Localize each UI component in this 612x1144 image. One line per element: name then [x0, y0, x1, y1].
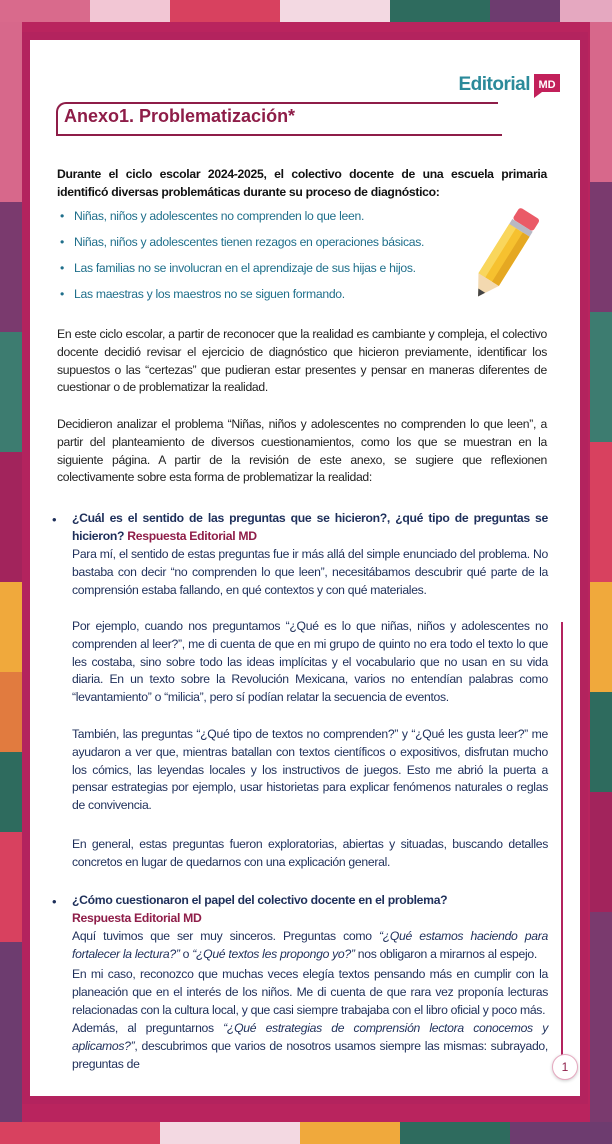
bg-tile: [0, 942, 22, 1144]
bg-tile: [0, 332, 22, 452]
problem-text: Las familias no se involucran en el aprendizaje de sus hijas e hijos.: [74, 261, 416, 275]
bullet-icon: •: [60, 209, 64, 223]
question-bullet-icon: •: [52, 894, 57, 909]
editorial-logo: [458, 70, 562, 100]
problem-item: [60, 260, 464, 278]
bg-tile: [0, 672, 22, 752]
bg-tile: [300, 1122, 400, 1144]
answer-2-paragraph: [72, 1020, 548, 1073]
page-title: Anexo1. Problematización*: [64, 106, 296, 126]
answer-1-paragraph: Por ejemplo, cuando nos preguntamos “¿Qué es lo que niñas, niños y adolescentes no comprenden al leer?”, me di cuenta de que en mi grupo de quinto no era todo el texto lo que les costaba, sino sobre todo las ideas implícitas y el vocabulario que no usan en su vida diaria. En un texto sobre la Revolución Mexicana, varios no entendían palabras como “levantamiento” o “milicia”, pero sí podían relatar la secuencia de eventos.: [72, 619, 548, 705]
problem-item: [60, 234, 464, 252]
answer-text: , descubrimos que varios de nosotros usamos siempre las mismas: subrayado, preguntas de: [72, 1038, 548, 1071]
problem-item: [60, 208, 464, 226]
answer-2-paragraph: En mi caso, reconozco que muchas veces elegía textos pensando más en cumplir con la planeación que en el interés de los niños. Me di cuenta de que rara vez proponía lecturas relacionadas con la cultura local, y que casi siempre trabajaba con el libro oficial y poco más.: [72, 967, 548, 1017]
title-block: [56, 102, 502, 136]
logo-badge-icon: [532, 70, 562, 100]
paragraph-2: Decidieron analizar el problema “Niñas, niños y adolescentes no comprenden lo que leen”, a partir del planteamiento de diversos cuestionamientos, como los que se muestran en la siguiente página. A partir de la revisión de este anexo, se sugiere que reflexionen colectivamente sobre esta forma de problematizar la realidad:: [57, 417, 547, 485]
pencil-icon: [468, 200, 540, 310]
answer-text: Aquí tuvimos que ser muy sinceros. Preguntas como: [72, 929, 379, 943]
bg-tile: [0, 832, 22, 942]
paragraph-1: En este ciclo escolar, a partir de reconocer que la realidad es cambiante y compleja, el colectivo docente decidió revisar el ejercicio de diagnóstico que hicieron previamente, identificar los supuestos o las “certezas” que pudieran estar presentes y pensar en maneras diferentes de cuestionar o de problematizar la realidad.: [57, 327, 547, 395]
bg-tile: [0, 752, 22, 832]
problem-item: [60, 286, 464, 304]
answer-1-paragraph: Para mí, el sentido de estas preguntas fue ir más allá del simple enunciado del problema. No bastaba con decir “no comprenden lo que leen”, necesitábamos descubrir qué parte de la comprensión estaba fallando, en qué contextos y con qué materiales.: [72, 547, 548, 597]
bullet-icon: •: [60, 235, 64, 249]
bullet-icon: •: [60, 287, 64, 301]
answer-quote: “¿Qué estrategias de comprensión lectora conocemos y aplicamos?”: [72, 1021, 548, 1053]
answer-2-paragraph: [72, 928, 548, 964]
bg-tile: [510, 1122, 612, 1144]
side-rule: [561, 622, 563, 1062]
answer-text: Además, al preguntarnos: [72, 1021, 224, 1035]
bg-tile: [590, 182, 612, 312]
question-2: [72, 892, 548, 928]
bg-tile: [400, 1122, 510, 1144]
bg-tile: [280, 0, 390, 22]
bullet-icon: •: [60, 261, 64, 275]
bg-tile: [0, 452, 22, 582]
bg-tile: [560, 0, 612, 22]
intro-text: Durante el ciclo escolar 2024-2025, el colectivo docente de una escuela primaria identificó diversas problemáticas durante su proceso de diagnóstico:: [57, 167, 547, 199]
document-page: [30, 40, 580, 1096]
answer-1-paragraph: En general, estas preguntas fueron exploratorias, abiertas y situadas, buscando detalles concretos en lugar de quedarnos con una explicación general.: [72, 837, 548, 869]
bg-tile: [0, 1122, 160, 1144]
answer-text: o: [179, 946, 193, 961]
bg-tile: [590, 582, 612, 692]
bg-tile: [590, 442, 612, 582]
answer-quote: “¿Qué textos les propongo yo?”: [192, 946, 355, 961]
response-label: Respuesta Editorial MD: [72, 910, 202, 925]
bg-tile: [170, 0, 280, 22]
bg-tile: [490, 0, 560, 22]
problem-text: Las maestras y los maestros no se siguen formando.: [74, 287, 345, 301]
logo-text: Editorial: [458, 74, 530, 95]
title-underline: [56, 134, 502, 136]
bg-tile: [590, 792, 612, 912]
bg-tile: [0, 0, 90, 22]
bg-tile: [390, 0, 490, 22]
bg-tile: [590, 312, 612, 442]
logo-badge-text: MD: [538, 79, 556, 91]
answer-1-paragraph: También, las preguntas “¿Qué tipo de textos no comprenden?” y “¿Qué les gusta leer?” me ayudaron a ver que, mientras batallan con textos científicos o expositivos, disfrutan mucho los cómics, las leyendas locales y los instructivos de juegos. Esto me abrió la puerta a pensar estrategias por ejemplo, usar historietas para explicar fenómenos naturales o reglas de convivencia.: [72, 727, 548, 813]
answer-quote: “¿Qué estamos haciendo para fortalecer la lectura?”: [72, 929, 548, 961]
bg-tile: [90, 0, 170, 22]
question-1: [72, 510, 548, 546]
bg-tile: [0, 22, 22, 202]
question-bullet-icon: •: [52, 512, 57, 527]
page-number: 1: [552, 1054, 578, 1080]
bg-tile: [590, 912, 612, 1144]
problem-text: Niñas, niños y adolescentes tienen rezagos en operaciones básicas.: [74, 235, 425, 249]
answer-text: nos obligaron a mirarnos al espejo.: [354, 946, 537, 961]
bg-tile: [590, 22, 612, 182]
response-label: Respuesta Editorial MD: [127, 528, 257, 543]
bg-tile: [160, 1122, 300, 1144]
question-1-text: ¿Cuál es el sentido de las preguntas que se hicieron?, ¿qué tipo de preguntas se hicieron?: [72, 511, 548, 543]
bg-tile: [590, 692, 612, 792]
bg-tile: [0, 582, 22, 672]
bg-tile: [0, 202, 22, 332]
question-2-text: ¿Cómo cuestionaron el papel del colectivo docente en el problema?: [72, 893, 448, 907]
problem-text: Niñas, niños y adolescentes no comprenden lo que leen.: [74, 209, 365, 223]
